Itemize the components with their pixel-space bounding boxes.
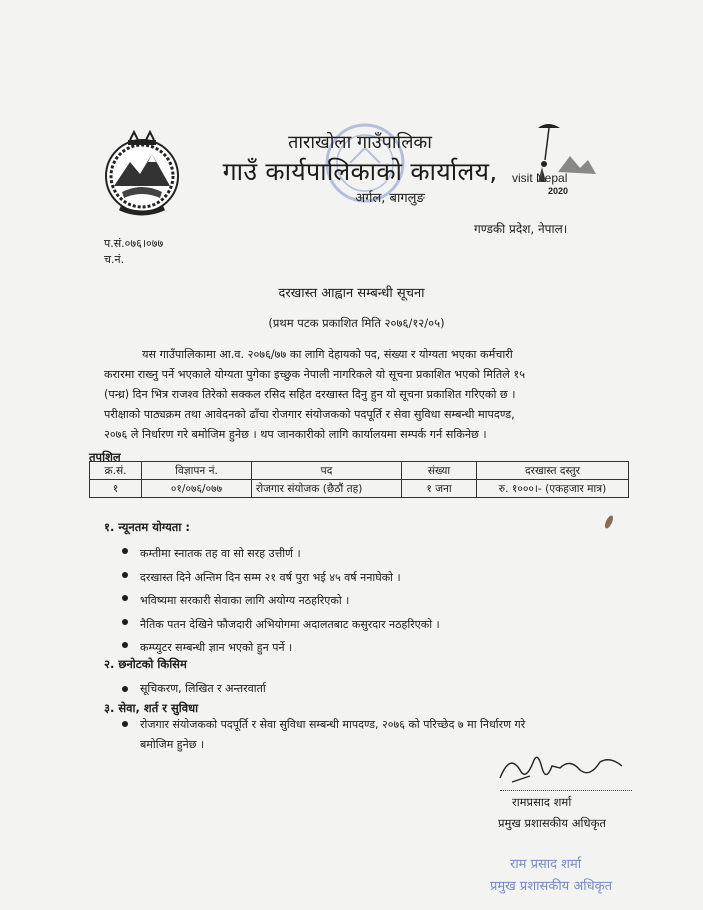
list-item: कम्तीमा स्नातक तह वा सो सरह उत्तीर्ण । (118, 542, 440, 566)
ink-spot (603, 514, 614, 529)
signer-title: प्रमुख प्रशासकीय अधिकृत (498, 816, 606, 830)
signer-name: रामप्रसाद शर्मा (512, 795, 572, 809)
column-header: संख्या (402, 462, 477, 480)
list-item: दरखास्त दिने अन्तिम दिन सम्म २१ वर्ष पुरा भई ४५ वर्ष ननाघेको । (118, 566, 440, 590)
notice-subtitle: (प्रथम पटक प्रकाशित मिति २०७६/१२/०५) (268, 316, 445, 330)
notice-title: दरखास्त आह्वान सम्बन्धी सूचना (278, 286, 425, 301)
table-row (90, 480, 629, 498)
column-header: दरखास्त दस्तुर (477, 462, 629, 480)
visit-nepal-logo-icon (508, 120, 598, 208)
visit-nepal-text: visit Nepal (512, 171, 568, 185)
notice-body-line: करारमा राख्नु पर्ने भएकाले योग्यता पुगेका इच्छुक नेपाली नागरिकले यो सूचना प्रकाशित भएको मितिले १५ (104, 368, 526, 381)
province-text: गण्डकी प्रदेश, नेपाल। (474, 222, 568, 236)
table-cell: १ (90, 480, 142, 498)
signature-line (500, 790, 632, 791)
name-stamp-icon (488, 848, 648, 898)
details-table (89, 461, 629, 498)
visit-nepal-year: 2020 (548, 186, 569, 196)
office-address: अर्गल, बागलुङ (355, 191, 425, 206)
selection-list (118, 680, 266, 698)
notice-body-line: (पन्ध्र) दिन भित्र राजश्व तिरेको सक्कल रसिद सहित दरखास्त दिनु हुन यो सूचना प्रकाशित गरिएको छ । (104, 388, 516, 401)
section-title: २. छनोटको किसिम (104, 657, 187, 671)
list-item: सूचिकरण, लिखित र अन्तरवार्ता (118, 680, 266, 698)
notice-body-line: यस गाउँपालिकामा आ.व. २०७६/७७ का लागि देहायको पद, संख्या र योग्यता भएका कर्मचारी (142, 348, 513, 361)
list-item: नैतिक पतन देखिने फौजदारी अभियोगमा अदालतबाट कसुरदार नठहरिएको । (118, 613, 440, 637)
qualification-list (118, 542, 440, 660)
list-item: कम्प्युटर सम्बन्धी ज्ञान भएको हुन पर्ने । (118, 636, 440, 660)
office-header (200, 132, 520, 206)
table-cell: ०१/०७६/०७७ (142, 480, 252, 498)
reference-number: प.सं.०७६।०७७ (104, 237, 164, 250)
section-title: १. न्यूनतम योग्यता : (104, 520, 190, 534)
svg-text:प्रमुख प्रशासकीय अधिकृत: प्रमुख प्रशासकीय अधिकृत (490, 879, 613, 894)
section-title: ३. सेवा, शर्त र सुविधा (104, 701, 199, 715)
table-cell: रु. १०००।- (एकहजार मात्र) (477, 480, 629, 498)
notice-body (104, 345, 629, 445)
table-header-row (90, 462, 629, 480)
signature-scrawl (490, 748, 630, 788)
dispatch-number: च.नं. (104, 253, 125, 266)
table-cell: रोजगार संयोजक (छैठौं तह) (252, 480, 402, 498)
details-label: तपशिल (89, 450, 121, 464)
list-item: भविष्यमा सरकारी सेवाका लागि अयोग्य नठहरिएको । (118, 589, 440, 613)
svg-text:राम प्रसाद शर्मा: राम प्रसाद शर्मा (510, 857, 582, 872)
list-item: रोजगार संयोजकको पदपूर्ति र सेवा सुविधा सम्बन्धी मापदण्ड, २०७६ को परिच्छेद ७ मा निर्धारण गरे बमोजिम हुनेछ । (118, 715, 638, 755)
column-header: विज्ञापन नं. (142, 462, 252, 480)
nepal-emblem-icon (100, 128, 184, 220)
notice-body-line: परीक्षाको पाठ्यक्रम तथा आवेदनको ढाँचा रोजगार संयोजकको पदपूर्ति र सेवा सुविधा सम्बन्धी मापदण्ड, (104, 408, 515, 421)
notice-body-line: २०७६ ले निर्धारण गरे बमोजिम हुनेछ । थप जानकारीको लागि कार्यालयमा सम्पर्क गर्न सकिनेछ । (104, 428, 487, 441)
municipality-name: ताराखोला गाउँपालिका (288, 132, 432, 153)
office-name: गाउँ कार्यपालिकाको कार्यालय, (222, 157, 498, 186)
column-header: पद (252, 462, 402, 480)
column-header: क्र.सं. (90, 462, 142, 480)
table-cell: १ जना (402, 480, 477, 498)
